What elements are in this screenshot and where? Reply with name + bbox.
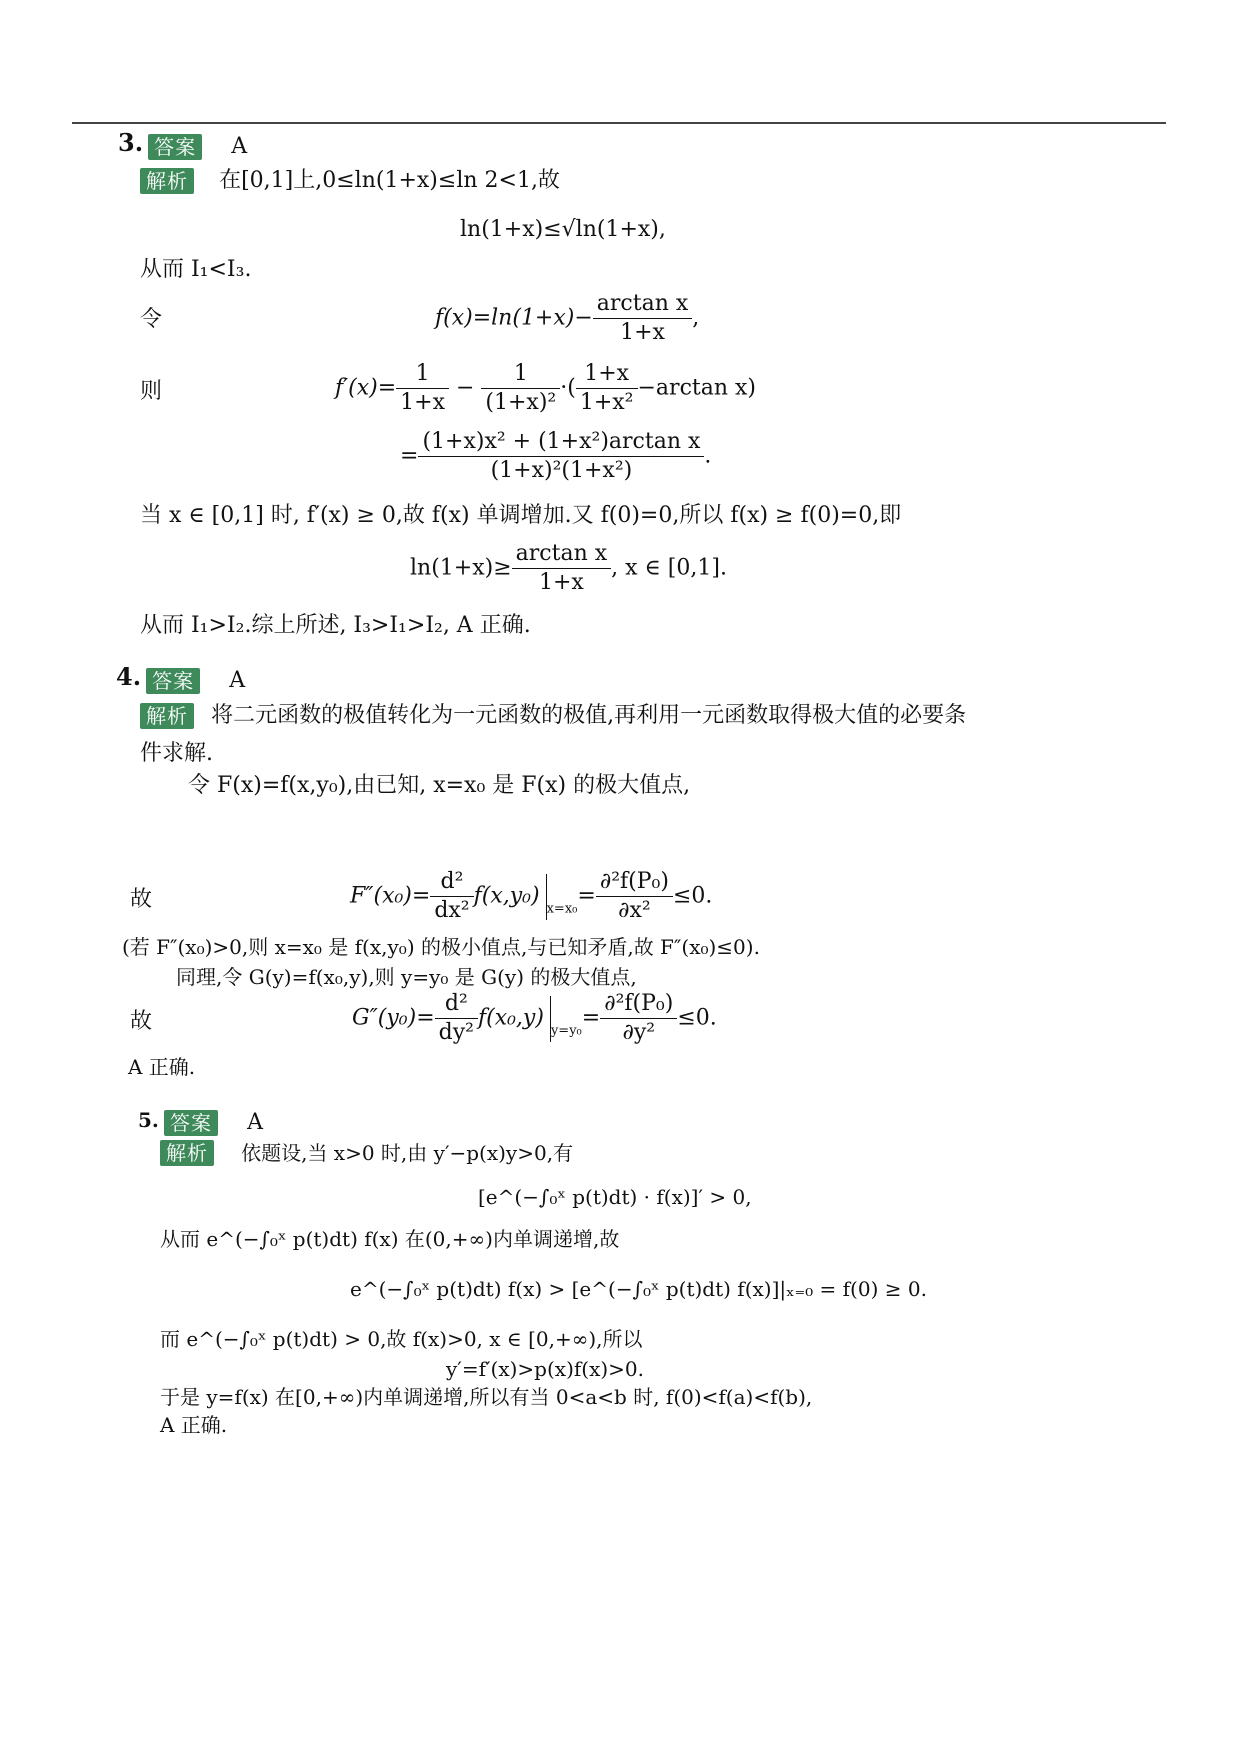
analysis-line (140, 702, 966, 730)
text-line: 件求解. (140, 741, 213, 766)
denominator: 1+x² (579, 390, 634, 415)
formula-fprime-simplified (400, 428, 711, 485)
answer-value: A (231, 134, 248, 159)
formula-text: f′(x)= (335, 375, 397, 401)
evaluation-subscript: y=y₀ (550, 1023, 582, 1039)
fraction (576, 360, 638, 417)
evaluation-subscript: x=x₀ (546, 901, 578, 917)
text-line: 同理,令 G(y)=f(x₀,y),则 y=y₀ 是 G(y) 的极大值点, (176, 965, 637, 989)
numerator: arctan x (593, 290, 692, 319)
problem-3-header (118, 128, 247, 160)
formula-text: , x ∈ [0,1]. (611, 555, 727, 581)
denominator: (1+x)² (485, 390, 557, 415)
text-line: 依题设,当 x>0 时,由 y′−p(x)y>0,有 (241, 1141, 574, 1165)
answer-badge: 答案 (164, 1110, 218, 1136)
text-line: 从而 e^(−∫₀ˣ p(t)dt) f(x) 在(0,+∞)内单调递增,故 (160, 1227, 620, 1251)
numerator: arctan x (512, 540, 611, 569)
label-gu: 故 (130, 887, 153, 912)
formula-text: ln(1+x)≥ (410, 555, 512, 581)
fraction (593, 290, 692, 347)
answer-badge: 答案 (148, 134, 202, 160)
fraction (430, 868, 473, 925)
analysis-badge: 解析 (140, 168, 194, 194)
analysis-line (140, 167, 560, 195)
formula-line: e^(−∫₀ˣ p(t)dt) f(x) > [e^(−∫₀ˣ p(t)dt) f(x)]|ₓ₌₀ = f(0) ≥ 0. (350, 1277, 927, 1301)
formula-text: ≤0. (677, 1005, 717, 1031)
numerator: ∂²f(P₀) (600, 990, 677, 1019)
text-line: (若 F″(x₀)>0,则 x=x₀ 是 f(x,y₀) 的极小值点,与已知矛盾,故 F″(x₀)≤0). (122, 935, 760, 959)
numerator: d² (435, 990, 478, 1019)
problem-number: 5. (138, 1108, 159, 1132)
header-rule (72, 122, 1166, 124)
formula-text: G″(y₀)= (352, 1005, 435, 1031)
formula-text: ·( (560, 375, 576, 401)
fraction (418, 428, 704, 485)
formula-text: , (692, 305, 700, 331)
formula-G-second (352, 990, 717, 1047)
formula-F-second (350, 868, 712, 925)
text-line: 当 x ∈ [0,1] 时, f′(x) ≥ 0,故 f(x) 单调增加.又 f(0)=0,所以 f(x) ≥ f(0)=0,即 (140, 503, 902, 528)
problem-number: 4. (116, 662, 142, 691)
fraction (396, 360, 449, 417)
answer-value: A (247, 1110, 263, 1135)
denominator: ∂x² (618, 898, 651, 923)
conclusion-line: A 正确. (128, 1055, 196, 1079)
conclusion-line: 从而 I₁>I₂.综上所述, I₃>I₁>I₂, A 正确. (140, 613, 531, 638)
formula-text: . (704, 443, 712, 469)
numerator: 1 (396, 360, 449, 389)
formula-line: [e^(−∫₀ˣ p(t)dt) · f(x)]′ > 0, (478, 1185, 752, 1209)
formula-line: y′=f′(x)>p(x)f(x)>0. (446, 1357, 644, 1381)
formula-inequality (410, 540, 727, 597)
numerator: 1 (481, 360, 560, 389)
formula-text: F″(x₀)= (350, 883, 431, 909)
denominator: 1+x (620, 320, 665, 345)
numerator: d² (430, 868, 473, 897)
denominator: ∂y² (622, 1020, 656, 1045)
fraction (512, 540, 611, 597)
formula-text: f(x,y₀) (473, 883, 540, 909)
numerator: ∂²f(P₀) (596, 868, 673, 897)
formula-text: = (400, 443, 419, 469)
answer-badge: 答案 (146, 668, 200, 694)
text-line: 于是 y=f(x) 在[0,+∞)内单调递增,所以有当 0<a<b 时, f(0)<f(a)<f(b), (160, 1385, 813, 1409)
formula-fprime: f′(x)= $\frac{1}{1+x}$ − $\frac{1}{\text{(1+x)²}}$ ·( $\frac{1+x}{\text{1+x²}}$ −arctan x) (335, 361, 756, 415)
formula-text: f(x)=ln(1+x)− (435, 305, 593, 331)
formula-line: ln(1+x)≤√ln(1+x), (460, 217, 666, 242)
denominator: dx² (434, 898, 470, 923)
label-ling: 令 (140, 307, 163, 332)
text-line: 在[0,1]上,0≤ln(1+x)≤ln 2<1,故 (219, 168, 560, 193)
text-line: 令 F(x)=f(x,y₀),由已知, x=x₀ 是 F(x) 的极大值点, (188, 773, 691, 798)
denominator: 1+x (400, 390, 445, 415)
answer-value: A (229, 668, 246, 693)
analysis-badge: 解析 (140, 703, 194, 729)
denominator: dy² (438, 1020, 474, 1045)
fraction (481, 360, 560, 417)
problem-number: 3. (118, 128, 144, 157)
formula-text: = (581, 1005, 601, 1031)
fraction (600, 990, 677, 1047)
text-line: 从而 I₁<I₃. (140, 257, 252, 282)
denominator: 1+x (538, 570, 584, 595)
conclusion-line: A 正确. (160, 1413, 228, 1437)
numerator: (1+x)x² + (1+x²)arctan x (418, 428, 704, 457)
formula-text: ≤0. (672, 883, 713, 909)
denominator: (1+x)²(1+x²) (490, 458, 633, 483)
numerator: 1+x (576, 360, 638, 389)
label-gu: 故 (130, 1009, 153, 1034)
problem-5-header (138, 1108, 263, 1136)
text-line: 而 e^(−∫₀ˣ p(t)dt) > 0,故 f(x)>0, x ∈ [0,+∞),所以 (160, 1327, 643, 1351)
formula-text: −arctan x) (637, 375, 756, 401)
formula-text: = (577, 883, 596, 909)
fraction (596, 868, 673, 925)
analysis-line (160, 1140, 573, 1166)
formula-f-def (435, 290, 699, 347)
problem-4-header (116, 662, 245, 694)
formula-text: f(x₀,y) (477, 1005, 544, 1031)
fraction (435, 990, 478, 1047)
text-line: 将二元函数的极值转化为一元函数的极值,再利用一元函数取得极大值的必要条 (211, 703, 967, 728)
label-ze: 则 (140, 379, 163, 404)
analysis-badge: 解析 (160, 1140, 214, 1166)
